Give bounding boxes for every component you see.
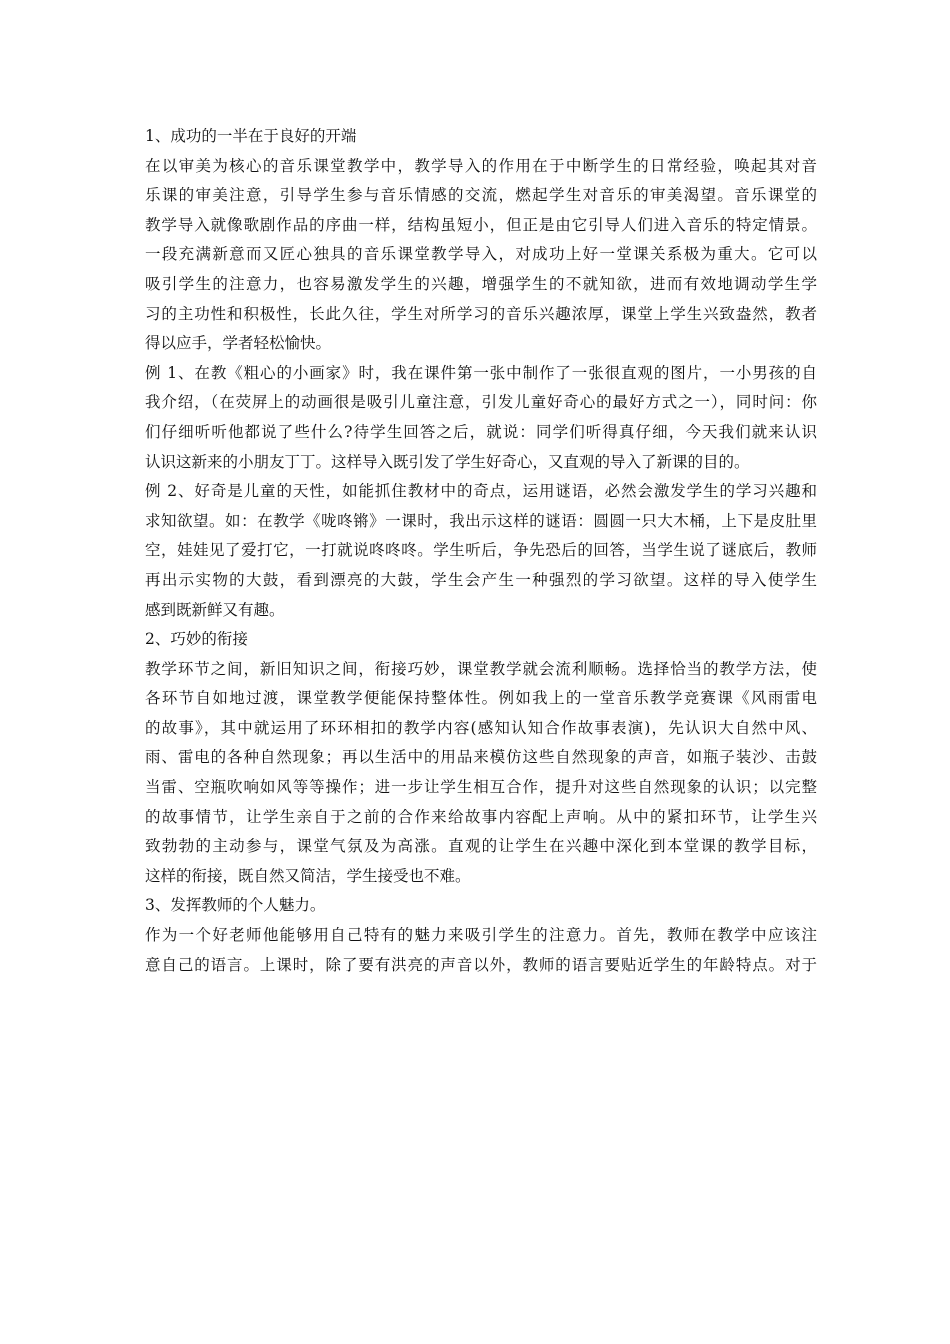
example-line: 认识这新来的小朋友丁丁。这样导入既引发了学生好奇心，又直观的导入了新课的目的。 — [145, 452, 750, 471]
paragraph-line: 得以应手，学者轻松愉快。 — [145, 334, 332, 353]
paragraph-line: 教学导入就像歌剧作品的序曲一样，结构虽短小，但正是由它引导人们进入音乐的特定情景。 — [145, 215, 817, 234]
section-heading-1: 1、成功的一半在于良好的开端 — [145, 127, 357, 145]
paragraph-line: 雨、雷电的各种自然现象；再以生活中的用品来模仿这些自然现象的声音，如瓶子装沙、击鼓 — [145, 748, 817, 767]
paragraph-line: 习的主功性和积极性，长此久往，学生对所学习的音乐兴趣浓厚，课堂上学生兴致盎然，教者 — [145, 304, 817, 323]
example-line: 空，娃娃见了爱打它，一打就说咚咚咚。学生听后，争先恐后的回答，当学生说了谜底后，教师 — [145, 541, 817, 560]
paragraph-line: 教学环节之间，新旧知识之间，衔接巧妙，课堂教学就会流利顺畅。选择恰当的教学方法，使 — [145, 659, 817, 678]
paragraph-line: 的故事》，其中就运用了环环相扣的教学内容(感知认知合作故事表演)，先认识大自然中风、 — [145, 718, 817, 737]
paragraph-line: 一段充满新意而又匠心独具的音乐课堂教学导入，对成功上好一堂课关系极为重大。它可以 — [145, 245, 817, 264]
paragraph-line: 在以审美为核心的音乐课堂教学中，教学导入的作用在于中断学生的日常经验，唤起其对音 — [145, 156, 817, 175]
example-line: 例 1、在教《粗心的小画家》时，我在课件第一张中制作了一张很直观的图片，一小男孩的自 — [145, 363, 817, 382]
paragraph-line: 作为一个好老师他能够用自己特有的魅力来吸引学生的注意力。首先，教师在教学中应该注 — [145, 926, 817, 945]
paragraph-line: 吸引学生的注意力，也容易激发学生的兴趣，增强学生的不就知欲，进而有效地调动学生学 — [145, 274, 817, 293]
example-line: 例 2、好奇是儿童的天性，如能抓住教材中的奇点，运用谜语，必然会激发学生的学习兴趣和 — [145, 482, 817, 501]
paragraph-line: 乐课的审美注意，引导学生参与音乐情感的交流，燃起学生对音乐的审美渴望。音乐课堂的 — [145, 186, 817, 205]
example-line: 求知欲望。如：在教学《咙咚锵》一课时，我出示这样的谜语：圆圆一只大木桶，上下是皮肚里 — [145, 511, 817, 530]
example-line: 感到既新鲜又有趣。 — [145, 600, 285, 619]
paragraph-line: 这样的衔接，既自然又简洁，学生接受也不难。 — [145, 866, 471, 885]
paragraph-line: 当雷、空瓶吹响如风等等操作；进一步让学生相互合作，提升对这些自然现象的认识；以完整 — [145, 778, 817, 797]
paragraph-line: 意自己的语言。上课时，除了要有洪亮的声音以外，教师的语言要贴近学生的年龄特点。对于 — [145, 955, 817, 974]
paragraph-line: 致勃勃的主动参与，课堂气氛及为高涨。直观的让学生在兴趣中深化到本堂课的教学目标， — [145, 837, 817, 856]
paragraph-line: 各环节自如地过渡，课堂教学便能保持整体性。例如我上的一堂音乐教学竞赛课《风雨雷电 — [145, 689, 817, 708]
section-heading-2: 2、巧妙的衔接 — [145, 630, 248, 649]
section-heading-3: 3、发挥教师的个人魅力。 — [145, 896, 326, 915]
document-body — [145, 122, 817, 980]
paragraph-line: 的故事情节，让学生亲自于之前的合作来给故事内容配上声响。从中的紧扣环节，让学生兴 — [145, 807, 817, 826]
example-line: 们仔细听听他都说了些什么?待学生回答之后，就说：同学们听得真仔细，今天我们就来认识 — [145, 422, 817, 441]
example-line: 我介绍，（在荧屏上的动画很是吸引儿童注意，引发儿童好奇心的最好方式之一），同时问：你 — [145, 393, 817, 412]
example-line: 再出示实物的大鼓，看到漂亮的大鼓，学生会产生一种强烈的学习欲望。这样的导入使学生 — [145, 570, 817, 589]
